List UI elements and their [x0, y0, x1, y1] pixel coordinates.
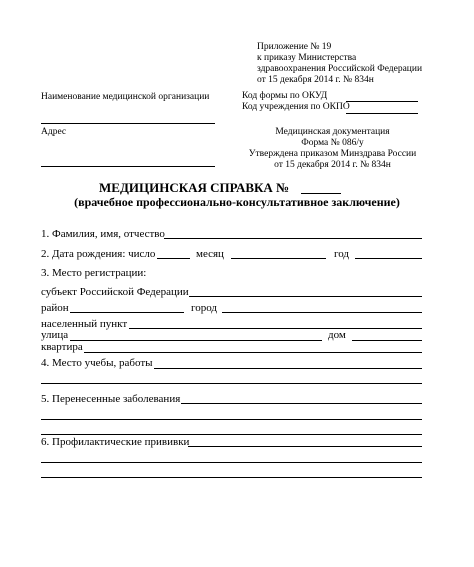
diseases-line-3[interactable] — [41, 434, 422, 435]
settlement-line[interactable] — [129, 328, 422, 329]
vaccinations-line-3[interactable] — [41, 477, 422, 478]
vaccinations-label: 6. Профилактические прививки — [41, 436, 190, 448]
address-line[interactable] — [41, 166, 215, 167]
city-label: город — [191, 302, 218, 314]
okud-label: Код формы по ОКУД — [242, 91, 328, 101]
dob-day-line[interactable] — [157, 258, 190, 259]
dob-month-label: месяц — [196, 248, 224, 260]
diseases-label: 5. Перенесенные заболевания — [41, 393, 181, 405]
house-line[interactable] — [352, 340, 422, 341]
docinfo-line-2: Форма № 086/у — [301, 138, 364, 148]
dob-year-line[interactable] — [355, 258, 422, 259]
street-line[interactable] — [70, 340, 322, 341]
vaccinations-line-2[interactable] — [41, 462, 422, 463]
document-title: МЕДИЦИНСКАЯ СПРАВКА № — [99, 180, 290, 195]
district-line[interactable] — [70, 312, 184, 313]
study-work-line-2[interactable] — [41, 383, 422, 384]
document-subtitle: (врачебное профессионально-консультативное заключение) — [74, 195, 400, 209]
apartment-label: квартира — [41, 341, 83, 353]
appendix-line-2: к приказу Министерства — [257, 53, 357, 63]
study-work-line-1[interactable] — [154, 368, 422, 369]
appendix-line-4: от 15 декабря 2014 г. № 834н — [257, 75, 374, 85]
docinfo-line-4: от 15 декабря 2014 г. № 834н — [274, 160, 391, 170]
diseases-line-2[interactable] — [41, 419, 422, 420]
okpo-label: Код учреждения по ОКПО — [242, 102, 350, 112]
docinfo-line-1: Медицинская документация — [275, 127, 390, 137]
appendix-line-3: здравоохранения Российской Федерации — [257, 64, 423, 74]
dob-year-label: год — [334, 248, 350, 260]
subject-label: субъект Российской Федерации — [41, 286, 189, 298]
diseases-line-1[interactable] — [181, 403, 422, 404]
certificate-number-line[interactable] — [301, 193, 341, 194]
appendix-line-1: Приложение № 19 — [257, 42, 332, 52]
okpo-line[interactable] — [346, 113, 418, 114]
city-line[interactable] — [222, 312, 422, 313]
registration-label: 3. Место регистрации: — [41, 267, 147, 279]
house-label: дом — [328, 329, 346, 341]
fio-label: 1. Фамилия, имя, отчество — [41, 228, 165, 240]
org-name-line[interactable] — [41, 123, 215, 124]
okud-line[interactable] — [346, 101, 418, 102]
settlement-label: населенный пункт — [41, 318, 128, 330]
street-label: улица — [41, 329, 69, 341]
study-work-label: 4. Место учебы, работы — [41, 357, 153, 369]
district-label: район — [41, 302, 69, 314]
apartment-line[interactable] — [84, 352, 422, 353]
dob-month-line[interactable] — [231, 258, 326, 259]
org-name-label: Наименование медицинской организации — [41, 92, 210, 102]
vaccinations-line-1[interactable] — [188, 446, 422, 447]
fio-line[interactable] — [164, 238, 422, 239]
dob-day-label: 2. Дата рождения: число — [41, 248, 156, 260]
subject-line[interactable] — [189, 296, 422, 297]
address-label: Адрес — [41, 127, 67, 137]
docinfo-line-3: Утверждена приказом Минздрава России — [248, 149, 417, 159]
